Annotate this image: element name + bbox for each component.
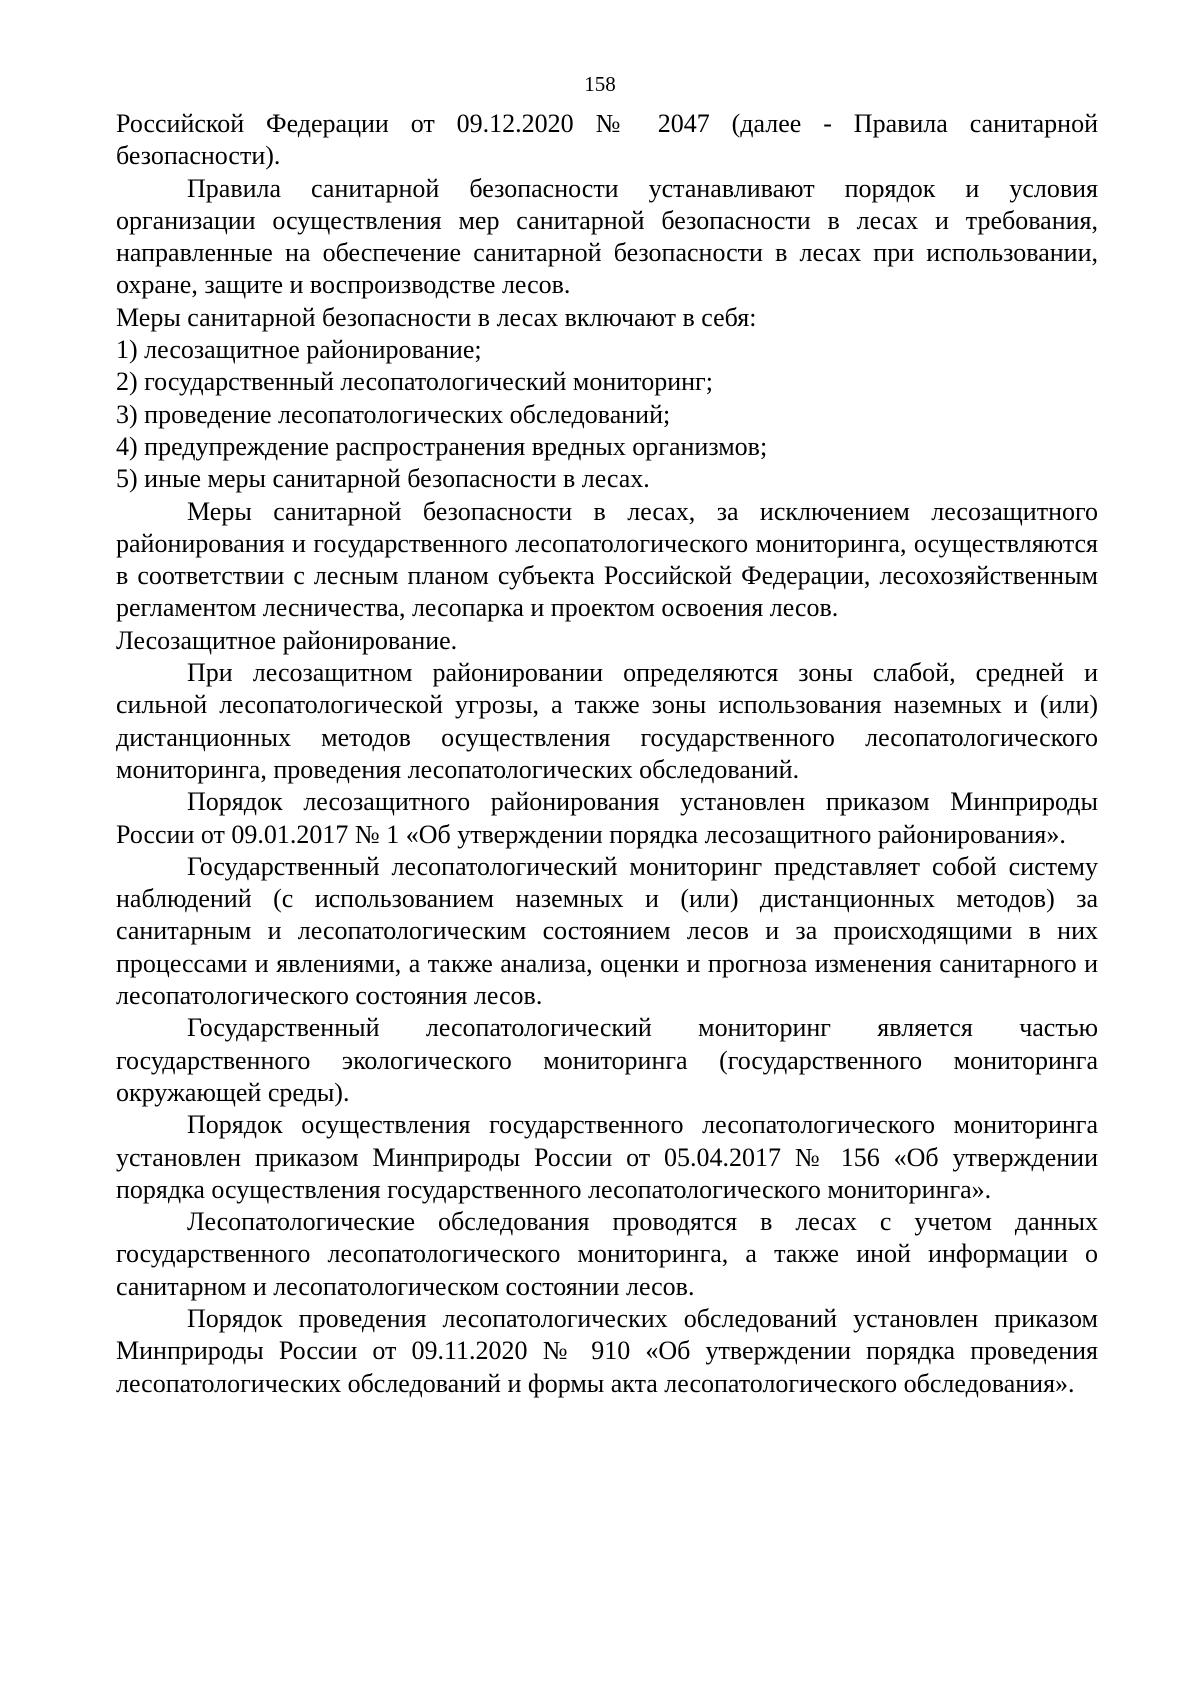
page-number: 158 xyxy=(584,72,616,96)
paragraph-continuation: Российской Федерации от 09.12.2020 № 2047 (далее - Правила санитарной безопасности). xyxy=(116,109,1098,171)
paragraph-monitoring-definition: Государственный лесопатологический мониторинг представляет собой систему наблюдений (с использованием наземных и (или) дистанционных методов) за санитарным и лесопатологическим состоянием лесов и за происходящими в них процессами и явлениями, а также анализа, оценки и прогноза изменения санитарного и лесопатологического состояния лесов. xyxy=(116,851,1098,1011)
list-item: 1) лесозащитное районирование; xyxy=(116,335,482,365)
paragraph-measures-implementation: Меры санитарной безопасности в лесах, за исключением лесозащитного районирования и государственного лесопатологического мониторинга, осуществляются в соответствии с лесным планом субъекта Российской Федерации, лесохозяйственным регламентом лесничества, лесопарка и проектом освоения лесов. xyxy=(116,496,1098,623)
paragraph-surveys: Лесопатологические обследования проводятся в лесах с учетом данных государственного лесопатологического мониторинга, а также иной информации о санитарном и лесопатологическом состоянии лесов. xyxy=(116,1207,1098,1301)
list-item: 4) предупреждение распространения вредных организмов; xyxy=(116,431,768,461)
paragraph-monitoring-order: Порядок осуществления государственного лесопатологического мониторинга установлен приказом Минприроды России от 05.04.2017 № 156 «Об утверждении порядка осуществления государственного лесопатологического мониторинга». xyxy=(116,1110,1098,1204)
paragraph-zoning-zones: При лесозащитном районировании определяются зоны слабой, средней и сильной лесопатологической угрозы, а также зоны использования наземных и (или) дистанционных методов осуществления государственного лесопатологического мониторинга, проведения лесопатологических обследований. xyxy=(116,658,1098,784)
paragraph-measures-intro: Меры санитарной безопасности в лесах включают в себя: xyxy=(116,302,757,332)
paragraph-rules-purpose: Правила санитарной безопасности устанавливают порядок и условия организации осуществления мер санитарной безопасности в лесах и требования, направленные на обеспечение санитарной безопасности в лесах при использовании, охране, защите и воспроизводстве лесов. xyxy=(116,173,1098,300)
list-item: 5) иные меры санитарной безопасности в лесах. xyxy=(116,464,650,494)
paragraph-monitoring-part: Государственный лесопатологический мониторинг является частью государственного экологического мониторинга (государственного мониторинга окружающей среды). xyxy=(116,1013,1098,1107)
list-item: 3) проведение лесопатологических обследований; xyxy=(116,399,671,429)
section-heading-zoning: Лесозащитное районирование. xyxy=(116,625,458,655)
paragraph-zoning-order: Порядок лесозащитного районирования установлен приказом Минприроды России от 09.01.2017 № 1 «Об утверждении порядка лесозащитного районирования». xyxy=(116,787,1098,849)
document-body xyxy=(116,108,1098,1400)
paragraph-surveys-order: Порядок проведения лесопатологических обследований установлен приказом Минприроды России от 09.11.2020 № 910 «Об утверждении порядка проведения лесопатологических обследований и формы акта лесопатологического обследования». xyxy=(116,1303,1098,1398)
list-item: 2) государственный лесопатологический мониторинг; xyxy=(116,367,713,397)
